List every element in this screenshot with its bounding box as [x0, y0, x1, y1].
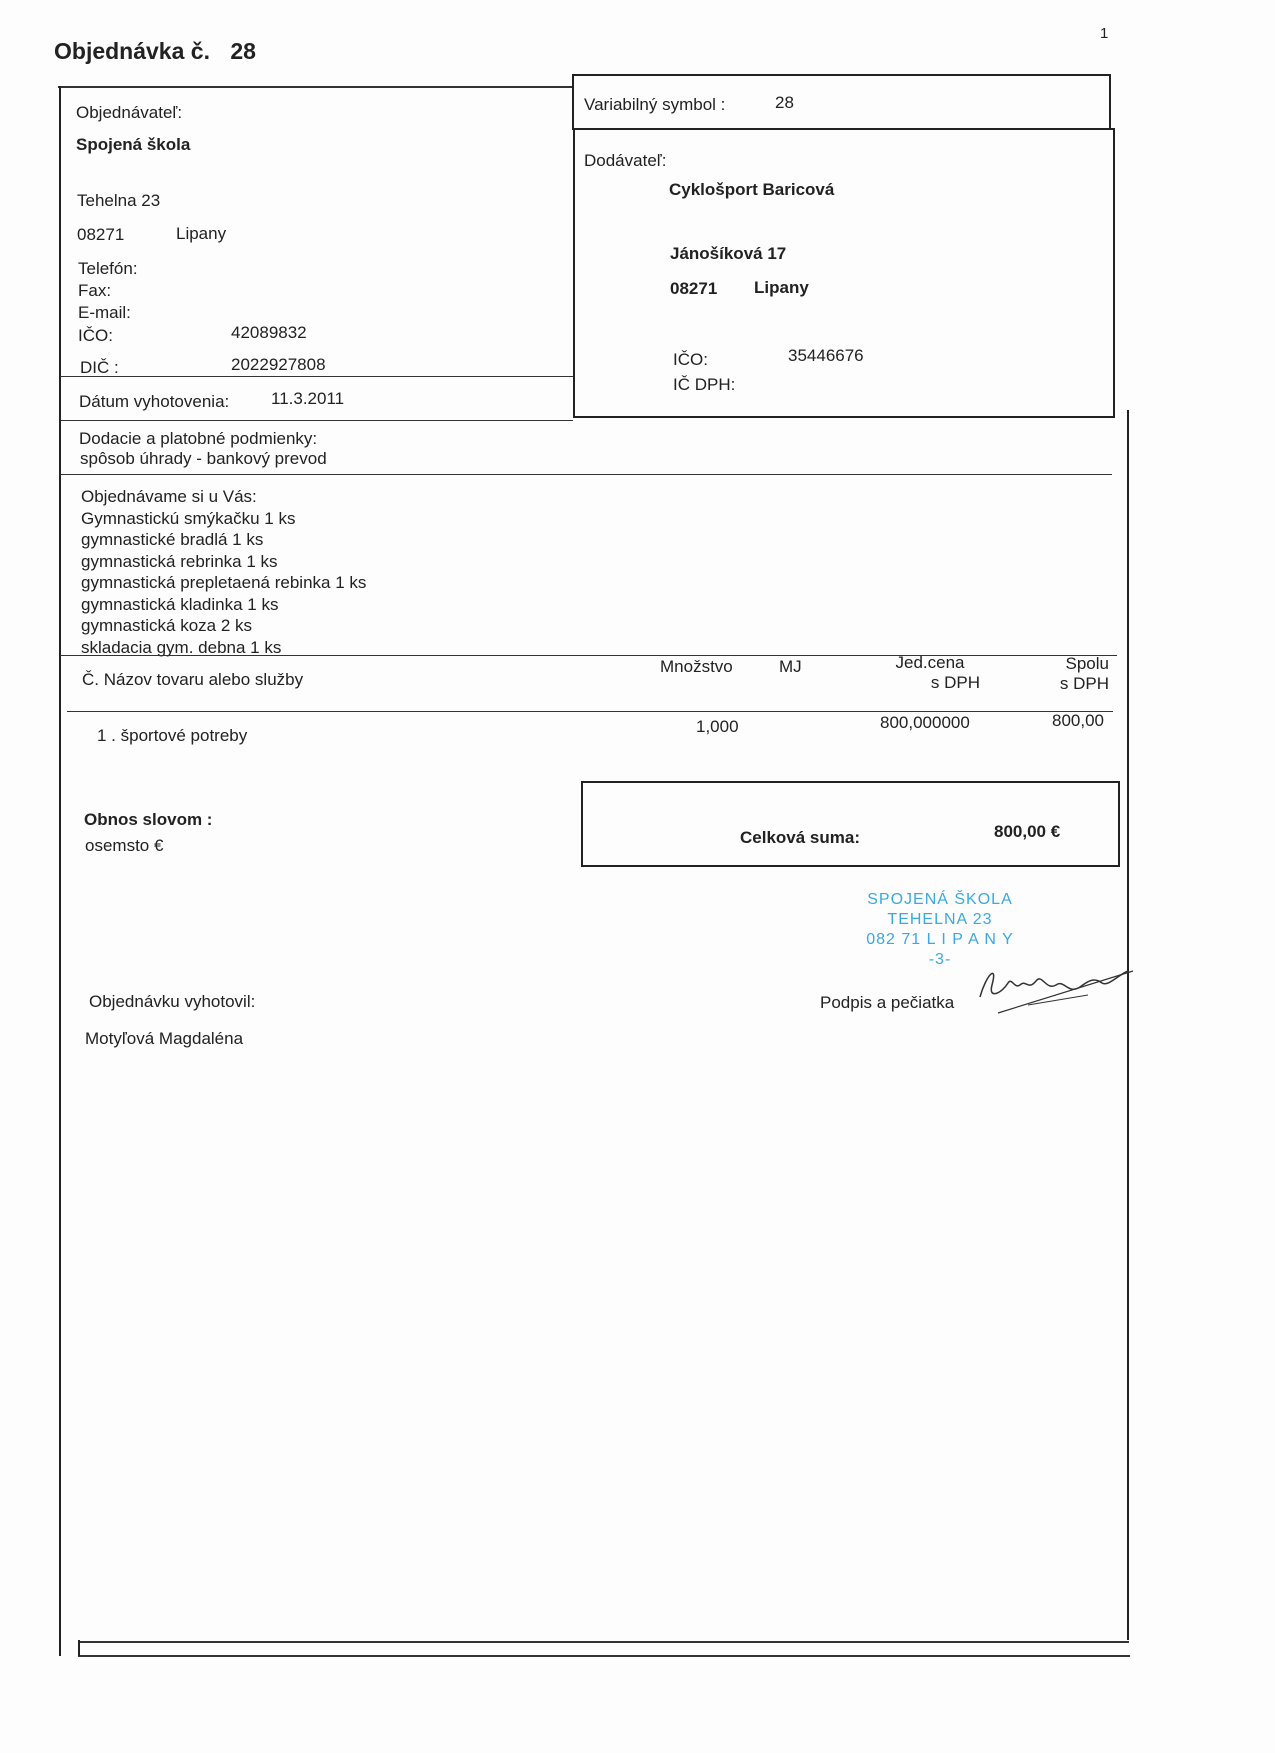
supplier-box	[573, 128, 1115, 418]
supplier-label: Dodávateľ:	[584, 151, 667, 170]
buyer-name: Spojená škola	[76, 135, 191, 154]
terms-value: spôsob úhrady - bankový prevod	[80, 449, 327, 468]
list-item: gymnastické bradlá 1 ks	[81, 530, 264, 549]
issue-date-label: Dátum vyhotovenia:	[79, 392, 230, 411]
list-item: gymnastická prepletaená rebinka 1 ks	[81, 573, 367, 592]
order-intro: Objednávame si u Vás:	[81, 487, 257, 506]
issue-date-value: 11.3.2011	[271, 389, 345, 408]
page-title	[54, 38, 256, 64]
table-header-unit: MJ	[779, 657, 802, 676]
buyer-email-label: E-mail:	[78, 303, 131, 322]
row-line: 1 . športové potreby	[97, 726, 248, 745]
frame-top-left	[58, 86, 572, 88]
row-qty: 1,000	[696, 717, 739, 736]
title-label: Objednávka č.	[54, 38, 210, 64]
list-item: Gymnastickú smýkačku 1 ks	[81, 508, 296, 528]
row-unit-price: 800,000000	[880, 713, 970, 732]
frame-right	[1127, 410, 1129, 1640]
frame-left	[59, 86, 61, 1656]
frame-inner-left	[78, 1640, 80, 1656]
stamp-line-3: 082 71 L I P A N Y	[866, 931, 1014, 948]
prepared-by-label: Objednávku vyhotovil:	[89, 992, 256, 1011]
variable-symbol-label: Variabilný symbol :	[584, 95, 726, 114]
buyer-dic-label: DIČ :	[80, 358, 119, 377]
order-number: 28	[230, 38, 256, 64]
table-header-total: Spolu s DPH	[1059, 654, 1109, 693]
frame-inner-bottom	[78, 1641, 1129, 1643]
variable-symbol-value: 28	[775, 93, 794, 112]
supplier-street: Jánošíková 17	[670, 244, 787, 263]
supplier-ico-label: IČO:	[673, 350, 708, 369]
date-divider-top	[60, 376, 573, 377]
list-item: skladacia gym. debna 1 ks	[81, 637, 282, 657]
signature-label: Podpis a pečiatka	[820, 993, 955, 1012]
supplier-zip: 08271	[670, 279, 718, 298]
supplier-icdph-label: IČ DPH:	[673, 375, 736, 394]
supplier-name: Cyklošport Baricová	[669, 180, 835, 199]
buyer-fax-label: Fax:	[78, 281, 112, 300]
list-item: gymnastická rebrinka 1 ks	[81, 551, 278, 571]
buyer-city: Lipany	[176, 224, 227, 243]
amount-words-label: Obnos slovom :	[84, 810, 213, 829]
buyer-label: Objednávateľ:	[76, 103, 183, 122]
grand-total-value: 800,00 €	[994, 822, 1061, 841]
buyer-phone-label: Telefón:	[78, 259, 138, 278]
buyer-zip: 08271	[77, 225, 125, 244]
stamp-line-2: TEHELNA 23	[887, 911, 993, 928]
page-number: 1	[1100, 25, 1109, 42]
buyer-ico: 42089832	[231, 323, 307, 342]
terms-divider	[60, 474, 1112, 475]
buyer-ico-label: IČO:	[78, 326, 113, 345]
supplier-ico: 35446676	[788, 346, 864, 365]
date-divider-bottom	[60, 420, 573, 421]
list-item: gymnastická kladinka 1 ks	[81, 594, 279, 614]
buyer-dic: 2022927808	[231, 355, 326, 374]
supplier-city: Lipany	[754, 278, 809, 297]
grand-total-label: Celková suma:	[740, 828, 860, 847]
order-items-block	[81, 486, 366, 658]
stamp-line-4: -3-	[928, 951, 952, 968]
table-header-unit-price: Jed.cena s DPH	[895, 653, 980, 692]
buyer-street: Tehelna 23	[77, 191, 161, 210]
stamp-line-1: SPOJENÁ ŠKOLA	[867, 891, 1013, 908]
row-total: 800,00	[1052, 711, 1104, 730]
list-item: gymnastická koza 2 ks	[81, 616, 253, 635]
prepared-by-name: Motyľová Magdaléna	[85, 1029, 244, 1048]
terms-label: Dodacie a platobné podmienky:	[79, 429, 318, 448]
handwritten-signature	[968, 955, 1138, 1025]
table-header-qty: Množstvo	[660, 657, 733, 676]
amount-words-value: osemsto €	[85, 836, 164, 855]
frame-bottom	[78, 1655, 1130, 1657]
table-header-divider	[67, 711, 1113, 712]
table-header-name: Č. Názov tovaru alebo služby	[82, 670, 304, 689]
